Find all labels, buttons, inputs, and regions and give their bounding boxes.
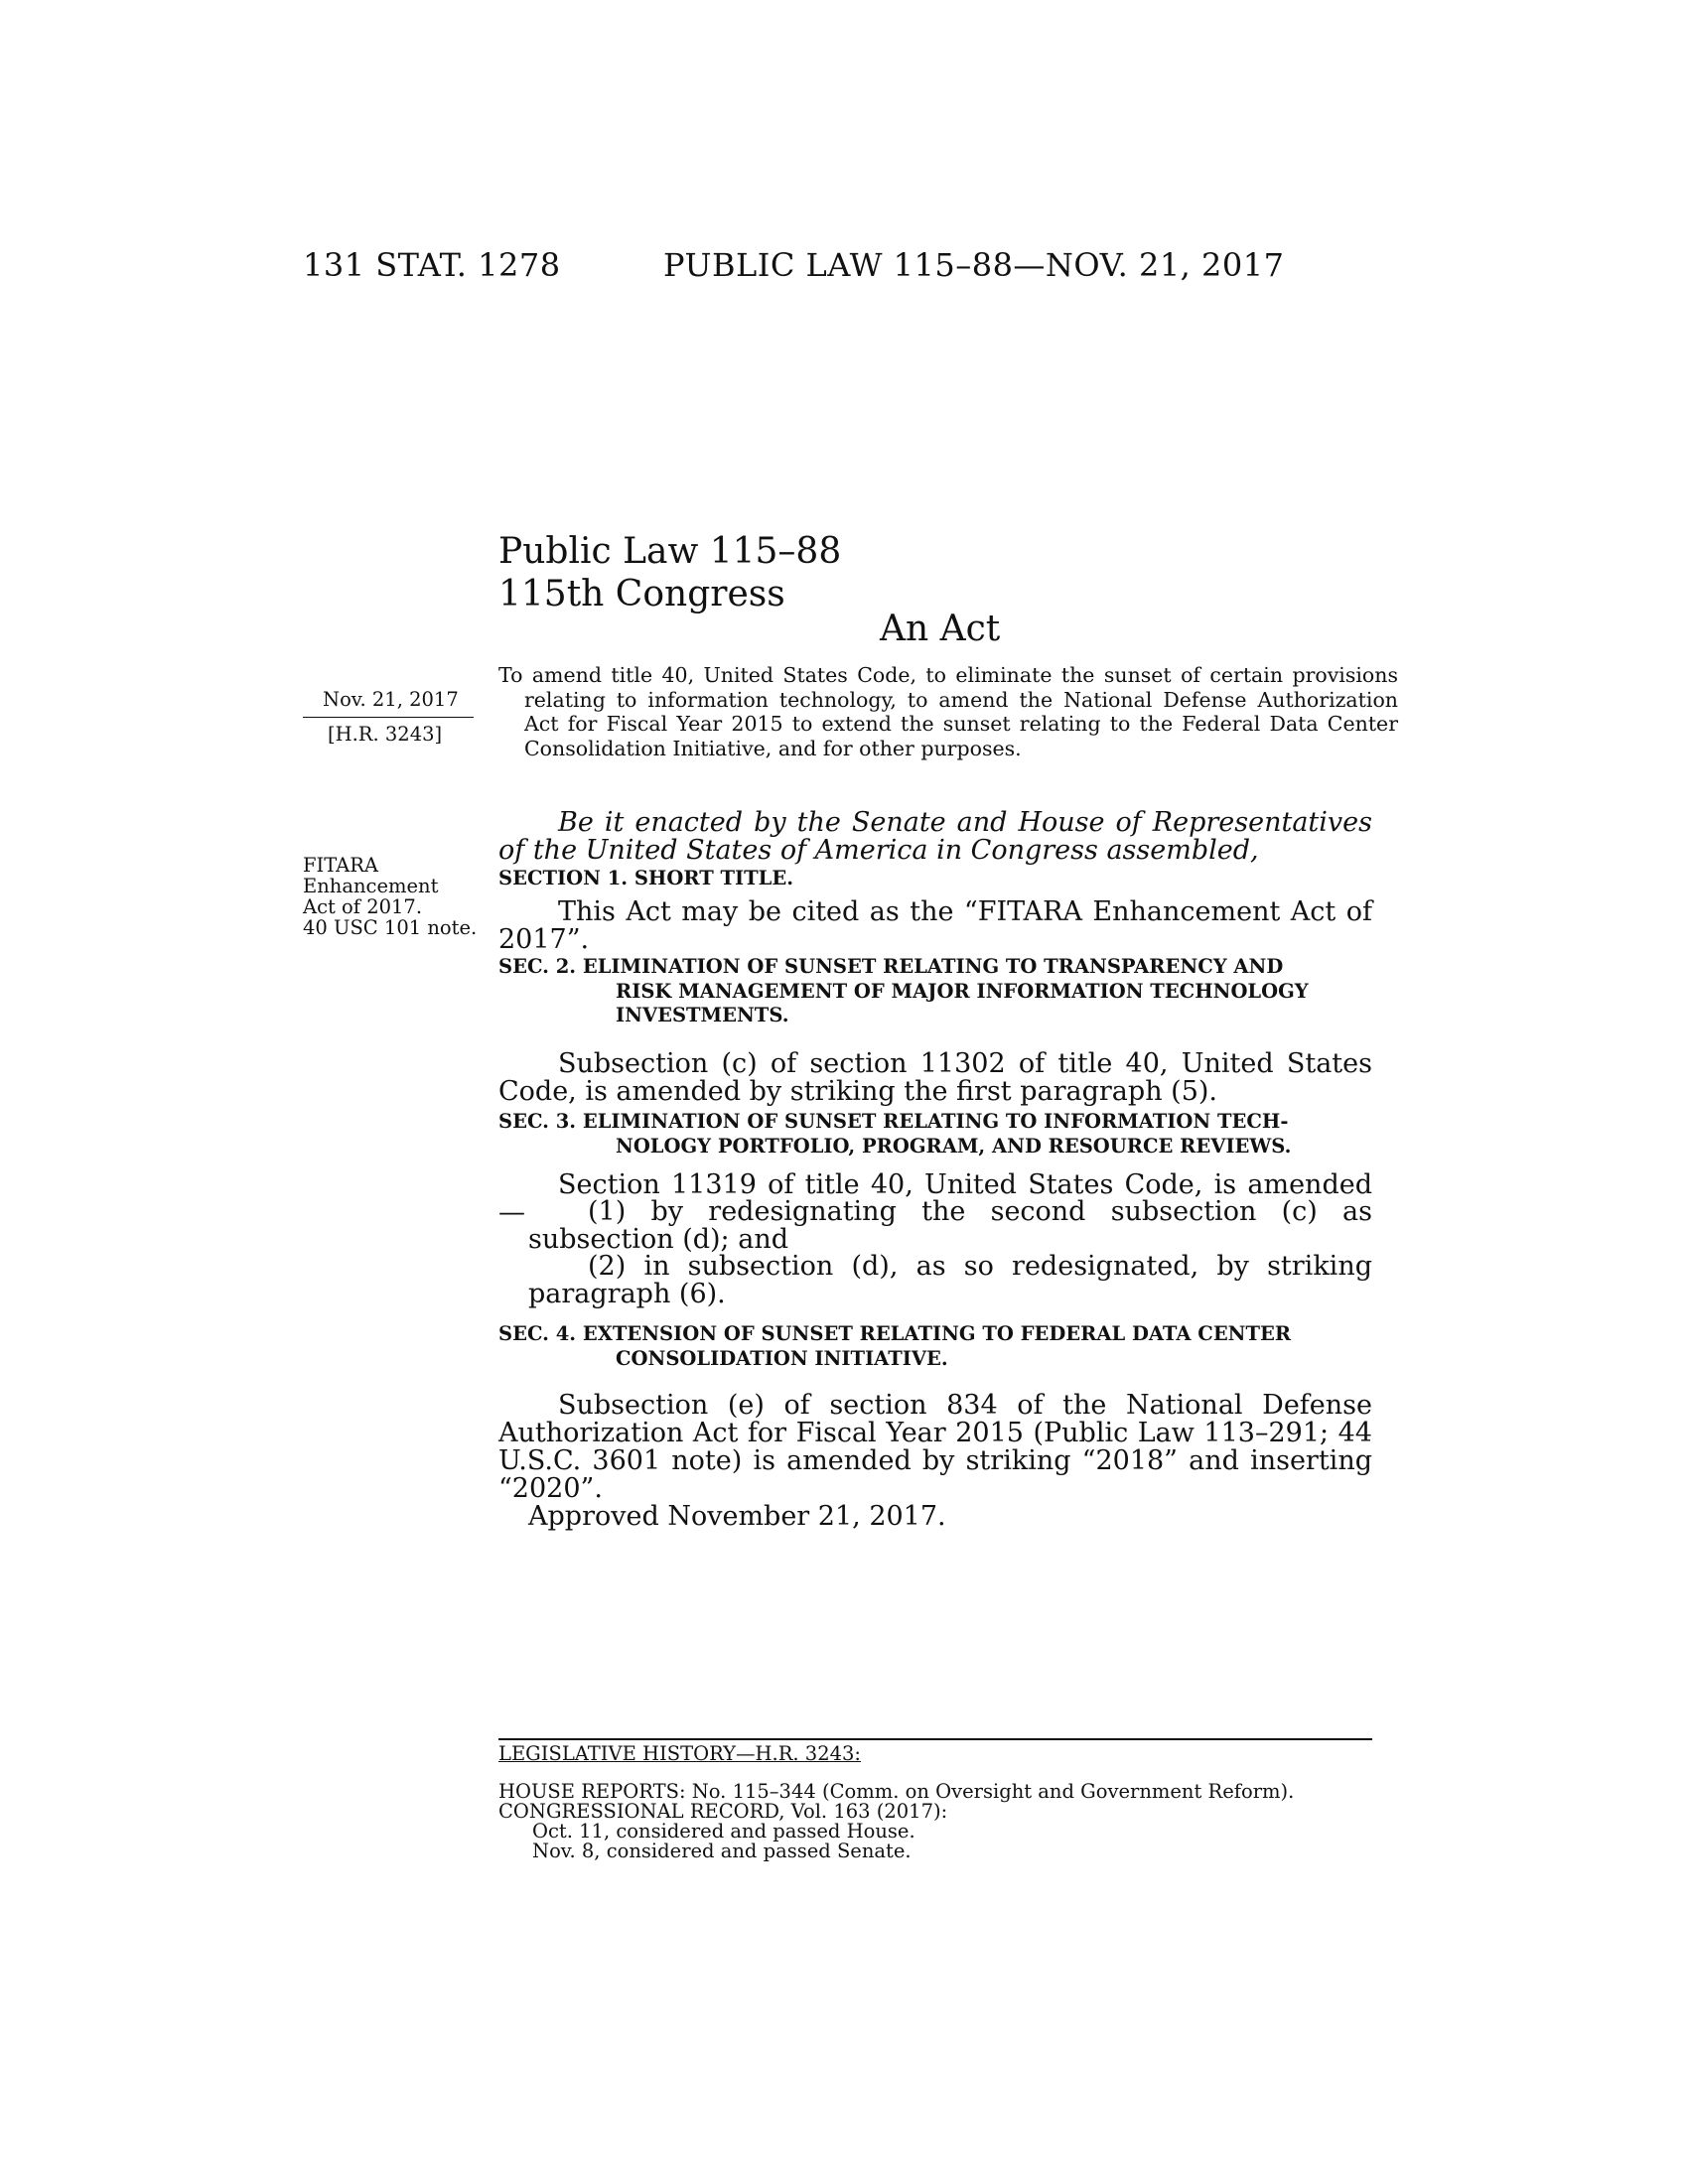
page-citation: 131 STAT. 1278 bbox=[303, 246, 561, 284]
margin-note-line: Act of 2017. bbox=[303, 895, 423, 918]
section-3-heading-line-2: NOLOGY PORTFOLIO, PROGRAM, AND RESOURCE REVIEWS. bbox=[616, 1134, 1292, 1158]
section-2-heading-line-2: RISK MANAGEMENT OF MAJOR INFORMATION TECHNOLOGY INVESTMENTS. bbox=[616, 979, 1309, 1026]
margin-date: Nov. 21, 2017 bbox=[323, 688, 459, 711]
congressional-record: CONGRESSIONAL RECORD, Vol. 163 (2017): bbox=[498, 1800, 948, 1823]
section-3-paragraph-1: (1) by redesignating the second subsection (c) as subsection (d); and bbox=[528, 1196, 1372, 1255]
running-head: PUBLIC LAW 115–88—NOV. 21, 2017 bbox=[663, 246, 1285, 284]
section-3-text: Section 11319 of title 40, United States Code, is amended— bbox=[498, 1169, 1372, 1228]
section-3-heading-line-1: SEC. 3. ELIMINATION OF SUNSET RELATING TO INFORMATION TECH- bbox=[498, 1110, 1289, 1133]
section-1-text: This Act may be cited as the “FITARA Enhancement Act of 2017”. bbox=[498, 896, 1372, 955]
enacting-clause: Be it enacted by the Senate and House of Representatives of the United States of America in Congress assembled, bbox=[498, 807, 1372, 866]
margin-note-line: FITARA bbox=[303, 854, 379, 877]
record-entry-senate: Nov. 8, considered and passed Senate. bbox=[532, 1840, 912, 1862]
section-4-heading bbox=[498, 1322, 1372, 1371]
legislative-history-rule bbox=[498, 1738, 1372, 1740]
congress-title: 115th Congress bbox=[498, 574, 785, 614]
purpose-statement: To amend title 40, United States Code, to eliminate the sunset of certain provisions relating to information technology, to amend the National Defense Authorization Act for Fiscal Year 2015 to extend the sunset relating to the Federal Data Center Consolidation Initiative, and for other purposes. bbox=[498, 663, 1398, 760]
section-3-heading bbox=[498, 1110, 1372, 1159]
margin-bill-number: [H.R. 3243] bbox=[328, 723, 443, 746]
section-2-heading-line-1: SEC. 2. ELIMINATION OF SUNSET RELATING TO TRANSPARENCY AND bbox=[498, 955, 1284, 978]
legislative-history-title: LEGISLATIVE HISTORY—H.R. 3243: bbox=[498, 1742, 862, 1765]
approval-date: Approved November 21, 2017. bbox=[528, 1501, 946, 1532]
section-1-heading: SECTION 1. SHORT TITLE. bbox=[498, 867, 794, 889]
margin-note-line: 40 USC 101 note. bbox=[303, 916, 478, 939]
section-2-text: Subsection (c) of section 11302 of title 40, United States Code, is amended by striking the first paragraph (5). bbox=[498, 1048, 1372, 1107]
section-4-text: Subsection (e) of section 834 of the National Defense Authorization Act for Fiscal Year 2015 (Public Law 113–291; 44 U.S.C. 3601 note) is amended by striking “2018” and inserting “2020”. bbox=[498, 1390, 1372, 1504]
section-3-paragraph-2: (2) in subsection (d), as so redesignated, by striking paragraph (6). bbox=[528, 1251, 1372, 1309]
margin-note-line: Enhancement bbox=[303, 875, 439, 897]
house-reports: HOUSE REPORTS: No. 115–344 (Comm. on Oversight and Government Reform). bbox=[498, 1780, 1295, 1803]
margin-short-title-note bbox=[303, 855, 477, 938]
section-4-heading-line-1: SEC. 4. EXTENSION OF SUNSET RELATING TO FEDERAL DATA CENTER bbox=[498, 1322, 1292, 1345]
public-law-title: Public Law 115–88 bbox=[498, 531, 842, 572]
an-act-heading: An Act bbox=[880, 609, 1001, 649]
section-2-heading bbox=[498, 955, 1372, 1028]
section-4-heading-line-2: CONSOLIDATION INITIATIVE. bbox=[616, 1346, 948, 1370]
record-entry-house: Oct. 11, considered and passed House. bbox=[532, 1820, 915, 1843]
margin-rule bbox=[303, 717, 474, 718]
